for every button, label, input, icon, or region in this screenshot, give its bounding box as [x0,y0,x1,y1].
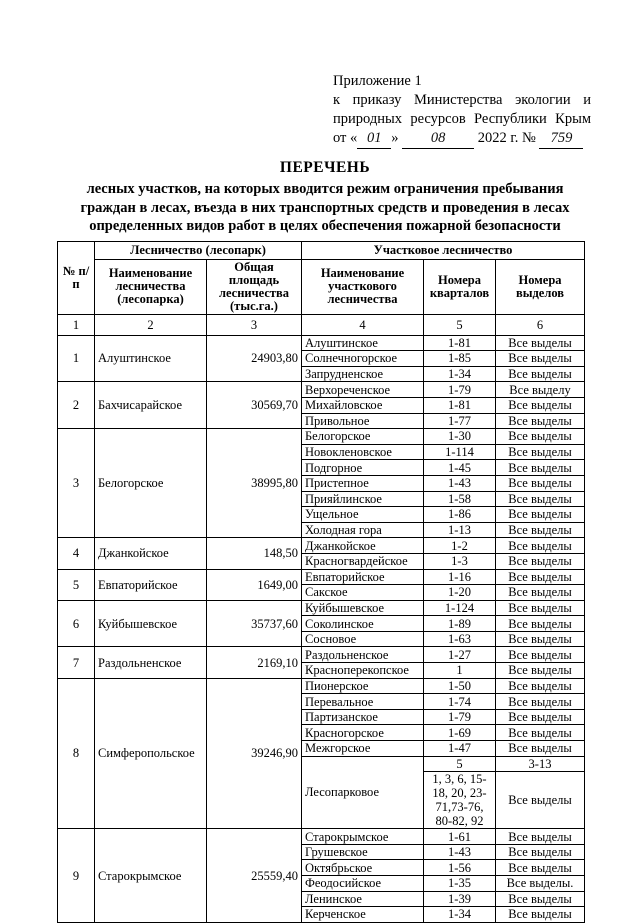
district-name: Феодосийское [302,876,424,892]
column-number: 1 [58,314,95,335]
quarters: 1-114 [424,444,496,460]
order-date-line: от « 01 » 08 2022 г. № 759 [333,129,591,149]
quarters: 1-16 [424,569,496,585]
header-district-group: Участковое лесничество [302,242,585,260]
plots: Все выделы [496,891,585,907]
quarters: 1-39 [424,891,496,907]
district-name: Партизанское [302,709,424,725]
plots: Все выделы [496,444,585,460]
quarters: 1-45 [424,460,496,476]
plots: 3-13 [496,756,585,772]
row-number: 2 [58,382,95,429]
quarters: 1-61 [424,829,496,845]
district-name: Верхореченское [302,382,424,398]
forestry-name: Белогорское [95,429,207,538]
plots: Все выделы [496,741,585,757]
district-name: Грушевское [302,844,424,860]
row-number: 1 [58,335,95,382]
row-number: 4 [58,538,95,569]
quarters: 1-34 [424,366,496,382]
column-number: 3 [207,314,302,335]
plots: Все выделы [496,429,585,445]
forest-plots-table [57,241,585,923]
district-name: Джанкойское [302,538,424,554]
row-number: 6 [58,600,95,647]
plots: Все выделы [496,678,585,694]
plots: Все выделы [496,538,585,554]
quarters: 1-63 [424,631,496,647]
plots: Все выделы [496,507,585,523]
quarters: 1-50 [424,678,496,694]
quarters: 1-124 [424,600,496,616]
quarters: 1-30 [424,429,496,445]
quarters: 1-81 [424,335,496,351]
forestry-area: 25559,40 [207,829,302,923]
document-header [333,72,591,149]
district-name: Евпаторийское [302,569,424,585]
quarters: 1-74 [424,694,496,710]
plots: Все выделы [496,616,585,632]
handwritten-month: 08 [402,129,474,149]
quarters: 1-2 [424,538,496,554]
quarters: 1-69 [424,725,496,741]
quarters: 1-47 [424,741,496,757]
forestry-area: 24903,80 [207,335,302,382]
district-name: Михайловское [302,397,424,413]
quarters: 5 [424,756,496,772]
district-name: Сакское [302,585,424,601]
plots: Все выделы [496,647,585,663]
header-plots: Номера выделов [496,259,585,314]
quarters: 1-35 [424,876,496,892]
district-name: Белогорское [302,429,424,445]
column-number: 5 [424,314,496,335]
district-name: Межгорское [302,741,424,757]
row-number: 9 [58,829,95,923]
forestry-name: Алуштинское [95,335,207,382]
quarters: 1-89 [424,616,496,632]
handwritten-day: 01 [357,129,391,149]
plots: Все выделы [496,585,585,601]
header-no: № п/п [58,242,95,315]
plots: Все выделы [496,460,585,476]
plots: Все выделы [496,335,585,351]
forestry-name: Старокрымское [95,829,207,923]
district-name: Пристепное [302,475,424,491]
plots: Все выделы [496,491,585,507]
forestry-name: Евпаторийское [95,569,207,600]
row-number: 8 [58,678,95,829]
row-number: 7 [58,647,95,678]
plots: Все выделы [496,725,585,741]
plots: Все выделы [496,397,585,413]
appendix-label: Приложение 1 [333,73,422,89]
quarters: 1-81 [424,397,496,413]
quarters: 1-79 [424,382,496,398]
header-forestry-group: Лесничество (лесопарк) [95,242,302,260]
order-reference-line: к приказу Министерства экологии и [333,92,591,108]
district-name: Ущельное [302,507,424,523]
table-row [58,569,585,585]
plots: Все выделы [496,907,585,923]
document-subtitle: лесных участков, на которых вводится режим ограничения пребывания граждан в лесах, въезда в них транспортных средств и проведения в лесах определенных видов работ в целях обеспечения пожарной безопасности [80,181,570,234]
table-row [58,829,585,845]
forestry-name: Раздольненское [95,647,207,678]
forestry-area: 148,50 [207,538,302,569]
district-name: Красногорское [302,725,424,741]
forestry-area: 30569,70 [207,382,302,429]
plots: Все выделы [496,694,585,710]
forestry-area: 39246,90 [207,678,302,829]
district-name: Подгорное [302,460,424,476]
plots: Все выделы [496,351,585,367]
forestry-area: 35737,60 [207,600,302,647]
district-name: Солнечногорское [302,351,424,367]
plots: Все выделы [496,663,585,679]
district-name: Красноперекопское [302,663,424,679]
district-name: Сосновое [302,631,424,647]
forestry-name: Симферопольское [95,678,207,829]
quarters: 1-56 [424,860,496,876]
plots: Все выделы. [496,876,585,892]
forestry-name: Куйбышевское [95,600,207,647]
column-number: 6 [496,314,585,335]
table-row [58,600,585,616]
handwritten-order-number: 759 [539,129,583,149]
plots: Все выделу [496,382,585,398]
header-district-name: Наименование участкового лесничества [302,259,424,314]
plots: Все выделы [496,413,585,429]
quarters: 1-43 [424,475,496,491]
district-name: Лесопарковое [302,756,424,829]
district-name: Перевальное [302,694,424,710]
quarters: 1-13 [424,522,496,538]
table-row [58,678,585,694]
forestry-name: Бахчисарайское [95,382,207,429]
table-row [58,335,585,351]
quarters: 1-27 [424,647,496,663]
plots: Все выделы [496,366,585,382]
quarters: 1 [424,663,496,679]
district-name: Ленинское [302,891,424,907]
district-name: Пионерское [302,678,424,694]
quarters: 1-34 [424,907,496,923]
plots: Все выделы [496,709,585,725]
district-name: Раздольненское [302,647,424,663]
district-name: Прияйлинское [302,491,424,507]
table-row [58,382,585,398]
table-body [58,335,585,922]
district-name: Соколинское [302,616,424,632]
quarters: 1-79 [424,709,496,725]
plots: Все выделы [496,475,585,491]
quarters: 1-77 [424,413,496,429]
plots: Все выделы [496,829,585,845]
plots: Все выделы [496,569,585,585]
column-number: 2 [95,314,207,335]
column-number: 4 [302,314,424,335]
district-name: Привольное [302,413,424,429]
forestry-name: Джанкойское [95,538,207,569]
plots: Все выделы [496,600,585,616]
district-name: Запрудненское [302,366,424,382]
header-quarters: Номера кварталов [424,259,496,314]
table-row [58,647,585,663]
row-number: 5 [58,569,95,600]
forestry-area: 2169,10 [207,647,302,678]
quarters: 1-58 [424,491,496,507]
district-name: Новокленовское [302,444,424,460]
quarters: 1, 3, 6, 15-18, 20, 23-71,73-76, 80-82, 92 [424,772,496,829]
quarters: 1-20 [424,585,496,601]
table-row [58,429,585,445]
quarters: 1-3 [424,553,496,569]
plots: Все выделы [496,844,585,860]
header-area: Общая площадь лесничества (тыс.га.) [207,259,302,314]
row-number: 3 [58,429,95,538]
district-name: Алуштинское [302,335,424,351]
district-name: Куйбышевское [302,600,424,616]
district-name: Старокрымское [302,829,424,845]
plots: Все выделы [496,772,585,829]
header-forestry-name: Наименование лесничества (лесопарка) [95,259,207,314]
district-name: Керченское [302,907,424,923]
plots: Все выделы [496,553,585,569]
ministry-line: природных ресурсов Республики Крым [333,111,591,127]
district-name: Октябрьское [302,860,424,876]
document-heading: ПЕРЕЧЕНЬ [279,159,371,176]
table-row [58,538,585,554]
quarters: 1-86 [424,507,496,523]
quarters: 1-43 [424,844,496,860]
forestry-area: 1649,00 [207,569,302,600]
quarters: 1-85 [424,351,496,367]
plots: Все выделы [496,522,585,538]
district-name: Холодная гора [302,522,424,538]
district-name: Красногвардейское [302,553,424,569]
plots: Все выделы [496,860,585,876]
forestry-area: 38995,80 [207,429,302,538]
plots: Все выделы [496,631,585,647]
